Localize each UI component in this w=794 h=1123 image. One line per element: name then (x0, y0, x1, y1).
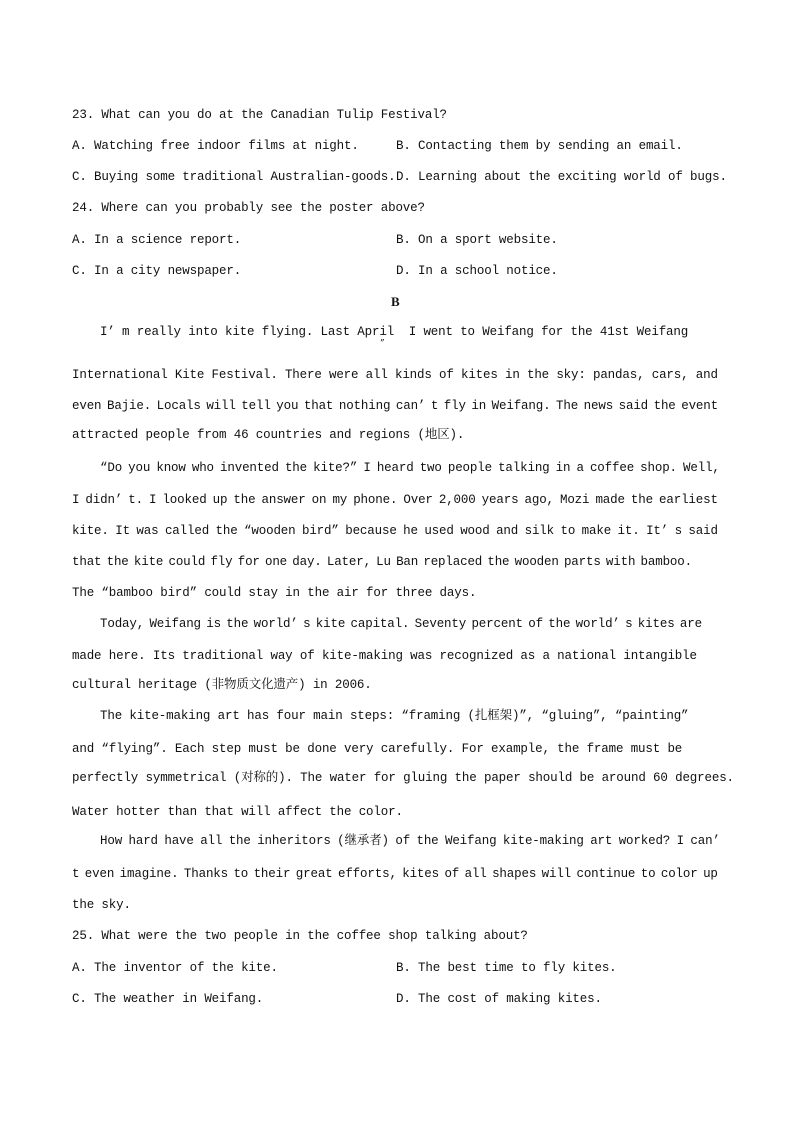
word: of (528, 617, 543, 631)
word: of (395, 834, 411, 848)
word: kites (460, 368, 498, 382)
word: it. (617, 524, 640, 538)
word: kite (315, 617, 346, 631)
word: cars, (651, 368, 689, 382)
word: hard (128, 834, 158, 848)
word: s (625, 617, 633, 631)
word: continue (576, 867, 636, 881)
word: The (556, 399, 579, 413)
word: have (164, 834, 194, 848)
passage-p4-line-3: perfectly symmetrical (对称的). The water for gluing the paper should be around 60 degrees. (72, 771, 734, 785)
word: capital. (350, 617, 410, 631)
passage-p5-line-1 (100, 833, 720, 849)
passage-p2-line-5: The “bamboo bird” could stay in the air for three days. (72, 586, 477, 600)
word: all (464, 867, 487, 881)
word: could (168, 555, 206, 569)
q23-option-b: B. Contacting them by sending an email. (396, 139, 683, 153)
word: “wooden (244, 524, 296, 538)
word: made (595, 493, 625, 507)
word: kite (133, 555, 164, 569)
word: It (115, 524, 130, 538)
word: the (233, 493, 256, 507)
word: t (72, 867, 80, 881)
word: in (471, 399, 487, 413)
word: s (674, 524, 682, 538)
word: It’ (646, 524, 669, 538)
word: Seventy (414, 617, 467, 631)
passage-p1-line-3 (72, 398, 718, 414)
q23-option-a: A. Watching free indoor films at night. (72, 139, 359, 153)
word: s (303, 617, 311, 631)
word: years (481, 493, 519, 507)
word: news (583, 399, 614, 413)
word: How (100, 834, 123, 848)
q23-option-d: D. Learning about the exciting world of bugs. (396, 170, 727, 184)
word: Weifang (149, 617, 201, 631)
question-24: 24. Where can you probably see the poster above? (72, 201, 425, 215)
passage-p4-line-1: The kite-making art has four main steps: “framing (扎框架)”, “gluing”, “painting” (100, 709, 689, 723)
word: the (548, 617, 571, 631)
word: that (303, 399, 334, 413)
word: Today, (100, 617, 145, 631)
word: the (284, 461, 308, 475)
word: nothing (338, 399, 391, 413)
q25-option-b: B. The best time to fly kites. (396, 961, 617, 975)
word: phone. (353, 493, 398, 507)
passage-p3-line-1 (100, 616, 702, 632)
word: can’ (395, 399, 426, 413)
word: Festival. (211, 368, 278, 382)
word: 2,000 (438, 493, 476, 507)
word: fly (210, 555, 233, 569)
word: the (487, 555, 510, 569)
word: (继承者) (337, 834, 389, 848)
word: the (526, 368, 550, 382)
q23-option-c: C. Buying some traditional Australian-goods. (72, 170, 396, 184)
word: on (311, 493, 327, 507)
word: I (149, 493, 157, 507)
word: shop. (640, 461, 677, 475)
word: the (416, 834, 439, 848)
word: I (72, 493, 80, 507)
section-b-heading: B (391, 294, 400, 309)
word: kites (637, 617, 675, 631)
passage-p3-line-2: made here. Its traditional way of kite-making was recognized as a national intangible (72, 649, 697, 663)
word: t (430, 399, 439, 413)
word: sky: (556, 368, 586, 382)
word: their (253, 867, 291, 881)
word: my (332, 493, 348, 507)
word: shapes (492, 867, 537, 881)
word: I (676, 834, 684, 848)
word: worked? (618, 834, 671, 848)
q24-option-b: B. On a sport website. (396, 233, 558, 247)
word: know (156, 461, 186, 475)
passage-p2-line-3 (72, 523, 718, 539)
q25-option-d: D. The cost of making kites. (396, 992, 602, 1006)
word: Lu (376, 555, 391, 569)
word: tell (241, 399, 271, 413)
question-23: 23. What can you do at the Canadian Tulip Festival? (72, 108, 447, 122)
passage-p5-line-3: the sky. (72, 898, 131, 912)
word: all (365, 368, 388, 382)
word: wooden (514, 555, 559, 569)
word: up (703, 867, 718, 881)
word: for (237, 555, 260, 569)
word: ago, (524, 493, 554, 507)
passage-p4-line-4: Water hotter than that will affect the color. (72, 805, 403, 819)
word: t. (128, 493, 143, 507)
word: didn’ (85, 493, 123, 507)
passage-p2-line-4 (72, 554, 692, 570)
word: are (679, 617, 702, 631)
word: kite-making (502, 834, 584, 848)
word: Weifang (444, 834, 497, 848)
word: and (695, 368, 718, 382)
word: replaced (423, 555, 483, 569)
word: was (136, 524, 159, 538)
word: even (84, 867, 115, 881)
word: looked (162, 493, 207, 507)
word: Well, (683, 461, 720, 475)
question-25: 25. What were the two people in the coffee shop talking about? (72, 929, 528, 943)
word: to (233, 867, 249, 881)
word: in (505, 368, 520, 382)
word: Kite (174, 368, 205, 382)
word: world’ (253, 617, 298, 631)
word: will (541, 867, 572, 881)
word: wood (460, 524, 490, 538)
word: earliest (659, 493, 718, 507)
word: percent (471, 617, 523, 631)
word: talking (498, 461, 550, 475)
q24-option-c: C. In a city newspaper. (72, 264, 242, 278)
word: make (581, 524, 612, 538)
q25-option-c: C. The weather in Weifang. (72, 992, 264, 1006)
word: art (590, 834, 613, 848)
word: you (276, 399, 299, 413)
word: the (106, 555, 129, 569)
word: one (264, 555, 288, 569)
word: people (447, 461, 492, 475)
word: answer (261, 493, 306, 507)
word: all (200, 834, 223, 848)
word: Later, (326, 555, 371, 569)
word: even (72, 399, 102, 413)
word: a (576, 461, 584, 475)
word: of (444, 867, 460, 881)
word: International (72, 368, 168, 382)
word: bird” (301, 524, 339, 538)
word: day. (292, 555, 322, 569)
word: of (439, 368, 454, 382)
word: There (284, 368, 322, 382)
word: will (206, 399, 236, 413)
passage-p1-line-2 (72, 367, 718, 383)
word: efforts, (337, 867, 397, 881)
word: inheritors (257, 834, 331, 848)
passage-p5-line-2 (72, 866, 718, 882)
word: Mozi (559, 493, 590, 507)
word: the (226, 617, 249, 631)
word: kite. (72, 524, 109, 538)
word: to (560, 524, 576, 538)
word: bamboo. (640, 555, 692, 569)
word: the (228, 834, 251, 848)
word: event (681, 399, 718, 413)
word: Weifang. (491, 399, 551, 413)
word: you (128, 461, 151, 475)
word: world’ (575, 617, 620, 631)
word: Thanks (183, 867, 228, 881)
word: he (403, 524, 418, 538)
passage-p1-line-4: attracted people from 46 countries and regions (地区). (72, 428, 465, 442)
word: invented (220, 461, 279, 475)
word: pandas, (592, 368, 645, 382)
word: kinds (394, 368, 432, 382)
word: kite?” (313, 461, 358, 475)
word: Bajie. (106, 399, 152, 413)
word: and (496, 524, 519, 538)
word: Locals (156, 399, 201, 413)
word: “Do (100, 461, 123, 475)
word: Over (403, 493, 433, 507)
word: imagine. (119, 867, 179, 881)
stray-mark: ” (380, 339, 385, 348)
word: kites (402, 867, 439, 881)
word: is (206, 617, 221, 631)
word: Ban (396, 555, 419, 569)
word: fly (443, 399, 466, 413)
word: who (191, 461, 214, 475)
q25-option-a: A. The inventor of the kite. (72, 961, 278, 975)
word: in (555, 461, 571, 475)
word: up (212, 493, 228, 507)
word: used (424, 524, 454, 538)
word: two (419, 461, 442, 475)
q24-option-a: A. In a science report. (72, 233, 242, 247)
passage-p3-line-3: cultural heritage (非物质文化遗产) in 2006. (72, 678, 372, 692)
passage-p2-line-1 (100, 460, 720, 476)
word: because (345, 524, 397, 538)
word: the (653, 399, 676, 413)
word: were (328, 368, 359, 382)
q24-option-d: D. In a school notice. (396, 264, 558, 278)
passage-p2-line-2 (72, 492, 718, 508)
word: I (363, 461, 371, 475)
word: great (295, 867, 333, 881)
word: said (618, 399, 649, 413)
passage-p4-line-2: and “flying”. Each step must be done very carefully. For example, the frame must be (72, 742, 683, 756)
word: silk (524, 524, 555, 538)
word: with (605, 555, 636, 569)
word: the (630, 493, 653, 507)
word: the (215, 524, 238, 538)
passage-p1-line-1: I’ m really into kite flying. Last April I went to Weifang for the 41st Weifang (100, 325, 689, 339)
word: to (640, 867, 656, 881)
word: said (688, 524, 718, 538)
word: that (72, 555, 102, 569)
word: coffee (589, 461, 635, 475)
word: color (660, 867, 698, 881)
word: parts (563, 555, 601, 569)
word: heard (376, 461, 414, 475)
word: called (164, 524, 210, 538)
word: can’ (690, 834, 720, 848)
